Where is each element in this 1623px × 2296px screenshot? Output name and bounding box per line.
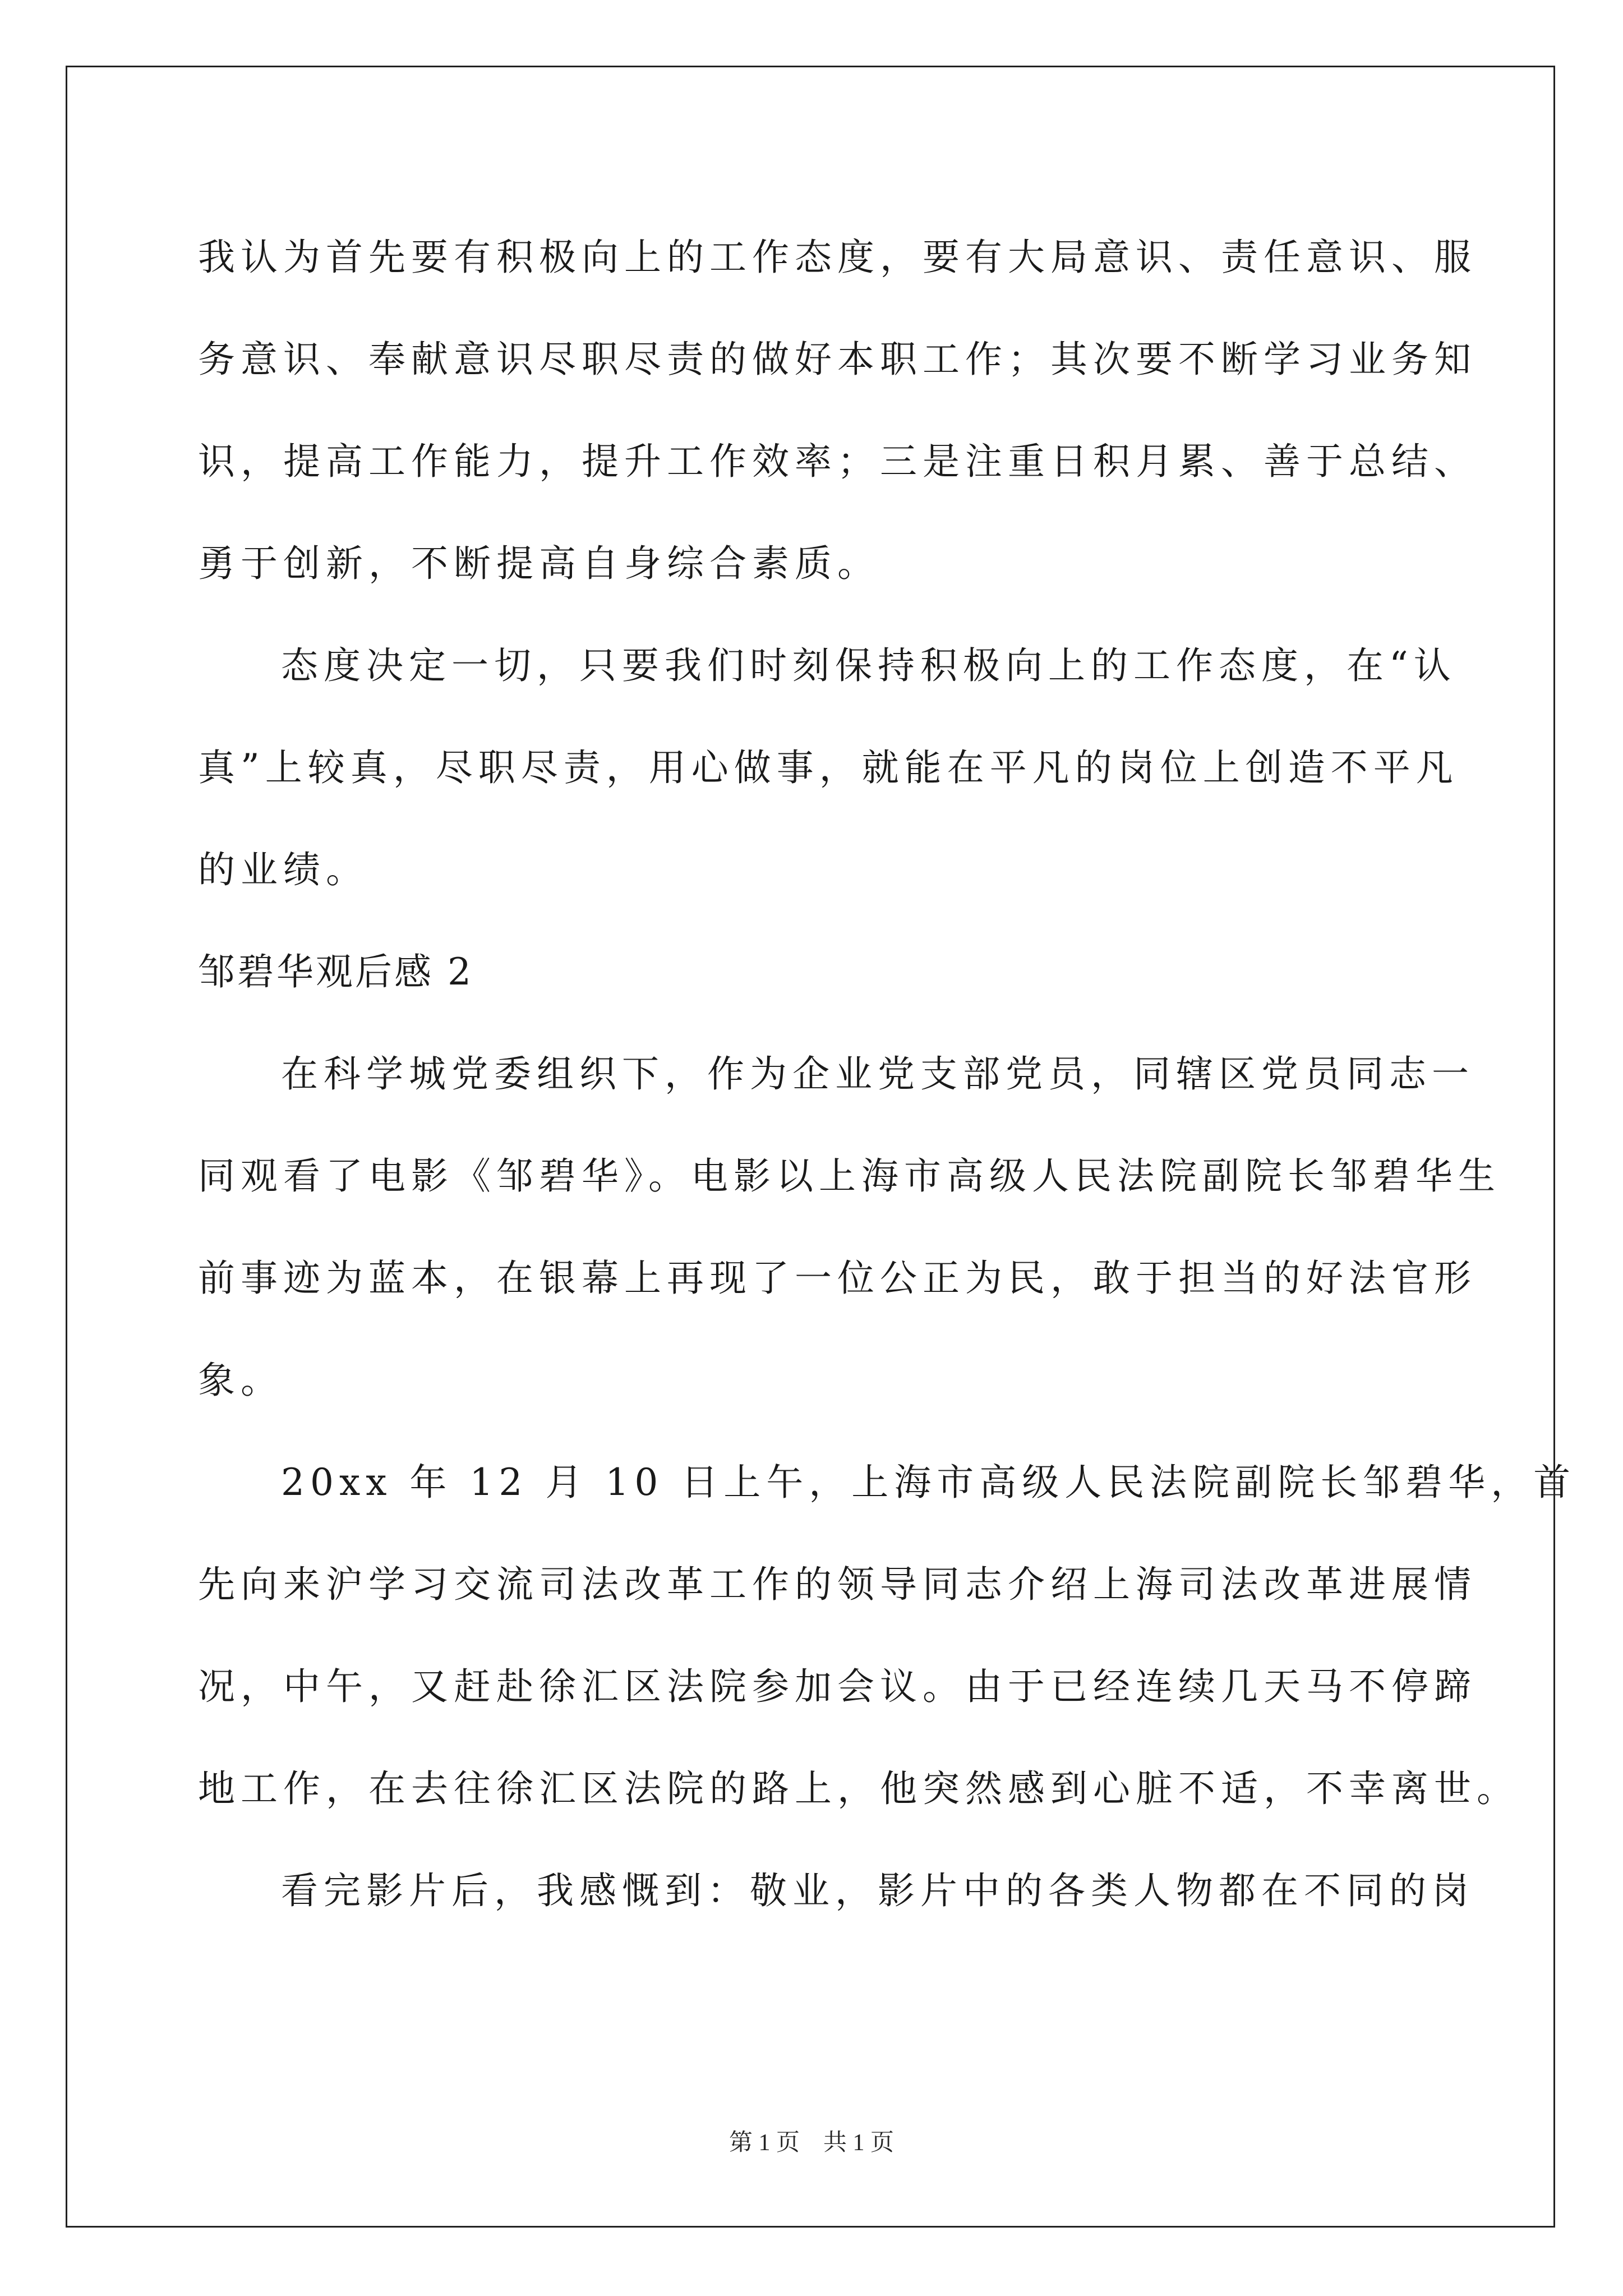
text-line: 地工作，在去往徐汇区法院的路上，他突然感到心脏不适，不幸离世。	[198, 1767, 1519, 1810]
text-line: 务意识、奉献意识尽职尽责的做好本职工作；其次要不断学习业务知	[198, 338, 1477, 381]
section-heading: 邹碧华观后感 2	[198, 950, 473, 993]
text-line: 象。	[198, 1359, 283, 1402]
text-line: 真”上较真，尽职尽责，用心做事，就能在平凡的岗位上创造不平凡	[198, 746, 1459, 789]
text-line: 态度决定一切，只要我们时刻保持积极向上的工作态度，在“认	[281, 644, 1456, 687]
text-line: 在科学城党委组织下，作为企业党支部党员，同辖区党员同志一	[281, 1052, 1474, 1096]
text-line: 同观看了电影《邹碧华》。电影以上海市高级人民法院副院长邹碧华生	[198, 1154, 1501, 1198]
document-body	[198, 206, 1576, 1942]
text-line: 先向来沪学习交流司法改革工作的领导同志介绍上海司法改革进展情	[198, 1563, 1477, 1606]
page-number-footer: 第 1 页 共 1 页	[728, 2130, 894, 2156]
text-line: 我认为首先要有积极向上的工作态度，要有大局意识、责任意识、服	[198, 236, 1477, 279]
text-line: 的业绩。	[198, 848, 368, 891]
text-line: 看完影片后，我感慨到：敬业，影片中的各类人物都在不同的岗	[281, 1869, 1474, 1912]
text-line: 勇于创新，不断提高自身综合素质。	[198, 542, 880, 585]
text-line: 前事迹为蓝本，在银幕上再现了一位公正为民，敢于担当的好法官形	[198, 1257, 1477, 1300]
text-line: 20xx 年 12 月 10 日上午，上海市高级人民法院副院长邹碧华，首	[281, 1461, 1576, 1504]
text-line: 况，中午，又赶赴徐汇区法院参加会议。由于已经连续几天马不停蹄	[198, 1665, 1477, 1708]
text-line: 识，提高工作能力，提升工作效率；三是注重日积月累、善于总结、	[198, 440, 1477, 483]
